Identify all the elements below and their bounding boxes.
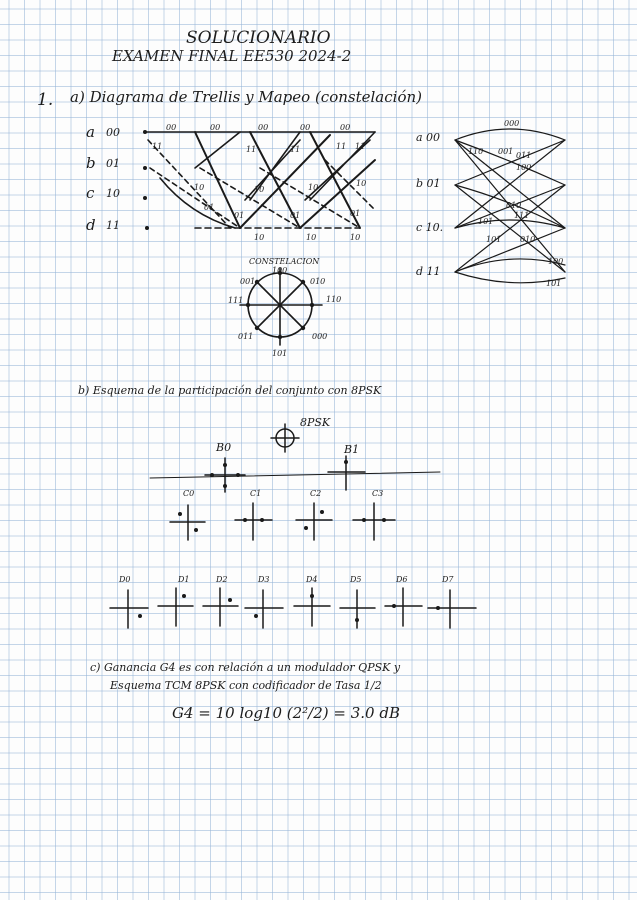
- trellis-label: 01: [234, 211, 245, 220]
- state-b-code: 01: [106, 157, 120, 170]
- state-edge-label: 101: [486, 235, 502, 244]
- state-edge-label: 000: [504, 119, 520, 128]
- state-node-a: a 00: [416, 131, 441, 144]
- state-d-code: 11: [106, 219, 120, 232]
- trellis-label: 11: [336, 142, 347, 151]
- trellis-label: 01: [204, 203, 215, 212]
- state-edge-label: 101: [478, 217, 494, 226]
- trellis-label: 01: [290, 211, 301, 220]
- trellis-label: 00: [300, 123, 311, 132]
- partition-d4-label: D4: [306, 575, 318, 584]
- sheet-title: SOLUCIONARIO: [186, 28, 331, 48]
- state-b-label: b: [86, 154, 96, 172]
- trellis-label: 10: [254, 185, 265, 194]
- partition-d5-label: D5: [350, 575, 362, 584]
- trellis-bottom-label: 10: [254, 233, 265, 242]
- state-c-label: c: [86, 184, 95, 202]
- exam-subtitle: EXAMEN FINAL EE530 2024-2: [112, 47, 352, 65]
- partition-c2-label: C2: [310, 489, 322, 498]
- constellation-title: CONSTELACION: [249, 257, 320, 266]
- trellis-label: 00: [210, 123, 221, 132]
- trellis-bottom-label: 10: [350, 233, 361, 242]
- state-node-d: d 11: [416, 265, 441, 278]
- state-a-label: a: [86, 123, 95, 141]
- constellation-point-label: 000: [312, 332, 328, 341]
- state-node-b: b 01: [416, 177, 441, 190]
- state-edge-label: 100: [516, 163, 532, 172]
- state-edge-label: 010: [506, 201, 522, 210]
- trellis-label: 00: [258, 123, 269, 132]
- partition-d0-label: D0: [119, 575, 131, 584]
- constellation-point-label: 111: [228, 296, 244, 305]
- trellis-bottom-label: 10: [306, 233, 317, 242]
- trellis-label: 00: [166, 123, 177, 132]
- state-edge-label: 110: [468, 147, 484, 156]
- trellis-label: 11: [246, 145, 257, 154]
- state-edge-label: 010: [520, 235, 536, 244]
- partition-c0-label: C0: [183, 489, 195, 498]
- trellis-label: 01: [350, 209, 361, 218]
- constellation-point-label: 100: [272, 266, 288, 275]
- partition-b1-label: B1: [344, 443, 360, 456]
- state-edge-label: 011: [516, 151, 532, 160]
- partition-d3-label: D3: [258, 575, 270, 584]
- state-edge-label: 001: [498, 147, 514, 156]
- trellis-label: 00: [340, 123, 351, 132]
- partition-d7-label: D7: [442, 575, 454, 584]
- partition-d6-label: D6: [396, 575, 408, 584]
- question-number: 1.: [37, 90, 54, 110]
- partition-c3-label: C3: [372, 489, 384, 498]
- part-a-heading: a) Diagrama de Trellis y Mapeo (constelación): [70, 88, 422, 106]
- gain-formula: G4 = 10 log10 (2²/2) = 3.0 dB: [172, 704, 400, 722]
- trellis-label: 10: [308, 183, 319, 192]
- state-node-c: c 10.: [416, 221, 444, 234]
- trellis-label: 11: [355, 142, 366, 151]
- part-b-heading: b) Esquema de la participación del conjunto con 8PSK: [78, 384, 382, 397]
- partition-d2-label: D2: [216, 575, 228, 584]
- trellis-label: 11: [290, 145, 301, 154]
- trellis-label: 10: [194, 183, 205, 192]
- state-a-code: 00: [106, 126, 120, 139]
- partition-b0-label: B0: [216, 441, 232, 454]
- state-d-label: d: [86, 216, 96, 234]
- trellis-label: 10: [356, 179, 367, 188]
- state-edge-label: 111: [514, 211, 530, 220]
- constellation-point-label: 101: [272, 349, 288, 358]
- constellation-point-label: 110: [326, 295, 342, 304]
- partition-d1-label: D1: [178, 575, 190, 584]
- part-c-line2: Esquema TCM 8PSK con codificador de Tasa 1/2: [110, 679, 382, 692]
- state-edge-label: 101: [546, 279, 562, 288]
- constellation-point-label: 001: [240, 277, 256, 286]
- constellation-point-label: 011: [238, 332, 254, 341]
- part-c-line1: c) Ganancia G4 es con relación a un modulador QPSK y: [90, 661, 401, 674]
- trellis-label: 11: [152, 142, 163, 151]
- state-c-code: 10: [106, 187, 120, 200]
- constellation-point-label: 010: [310, 277, 326, 286]
- partition-root-label: 8PSK: [300, 416, 331, 429]
- state-edge-label: 100: [548, 257, 564, 266]
- partition-c1-label: C1: [250, 489, 262, 498]
